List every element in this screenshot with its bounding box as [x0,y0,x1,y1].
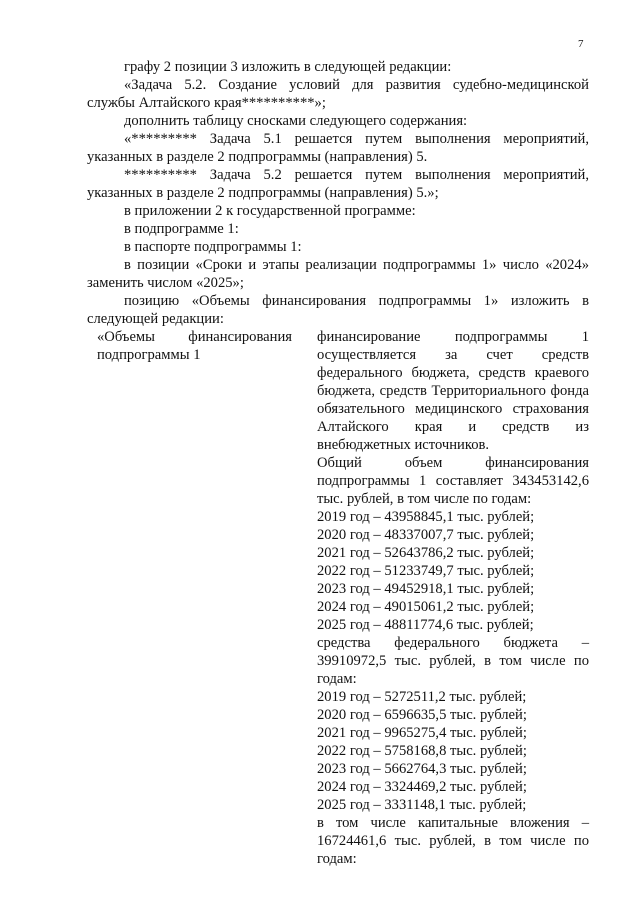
financing-intro: финансирование подпрограммы 1 осуществляется за счет средств федерального бюджета, средств краевого бюджета, средств Территориального фонда обязательного медицинского страхования Алтайского края и средств из внебюджетных источников. [317,329,589,453]
federal-year-line: 2022 год – 5758168,8 тыс. рублей; [317,743,527,759]
position-label: «Объемы финансирования подпрограммы 1 [97,329,292,363]
paragraph: дополнить таблицу сносками следующего содержания: [124,113,468,129]
total-year-line: 2025 год – 48811774,6 тыс. рублей; [317,617,534,633]
total-year-line: 2021 год – 52643786,2 тыс. рублей; [317,545,535,561]
federal-year-line: 2019 год – 5272511,2 тыс. рублей; [317,689,527,705]
federal-year-line: 2024 год – 3324469,2 тыс. рублей; [317,779,527,795]
total-year-line: 2022 год – 51233749,7 тыс. рублей; [317,563,535,579]
federal-year-line: 2023 год – 5662764,3 тыс. рублей; [317,761,527,777]
paragraph: ********** Задача 5.2 решается путем выполнения мероприятий, указанных в разделе 2 подпрограммы (направления) 5.»; [87,167,589,201]
paragraph: позицию «Объемы финансирования подпрограммы 1» изложить в следующей редакции: [87,293,589,327]
paragraph: «Задача 5.2. Создание условий для развития судебно-медицинской службы Алтайского края**********»; [87,77,589,111]
total-year-line: 2019 год – 43958845,1 тыс. рублей; [317,509,535,525]
total-year-line: 2023 год – 49452918,1 тыс. рублей; [317,581,535,597]
financing-table [87,328,589,868]
total-financing-text: Общий объем финансирования подпрограммы 1 составляет 343453142,6 тыс. рублей, в том числе по годам: [317,455,589,507]
paragraph: графу 2 позиции 3 изложить в следующей редакции: [124,59,452,75]
federal-budget-text: средства федерального бюджета – 39910972,5 тыс. рублей, в том числе по годам: [317,635,589,687]
paragraph: в позиции «Сроки и этапы реализации подпрограммы 1» число «2024» заменить числом «2025»; [87,257,589,291]
federal-year-line: 2025 год – 3331148,1 тыс. рублей; [317,797,527,813]
paragraph: в паспорте подпрограммы 1: [124,239,302,255]
paragraph: в приложении 2 к государственной программе: [124,203,416,219]
federal-year-line: 2020 год – 6596635,5 тыс. рублей; [317,707,527,723]
table-right-column [317,328,589,868]
paragraph: «********* Задача 5.1 решается путем выполнения мероприятий, указанных в разделе 2 подпрограммы (направления) 5. [87,131,589,165]
document-body [87,58,589,868]
federal-year-line: 2021 год – 9965275,4 тыс. рублей; [317,725,527,741]
paragraph: в подпрограмме 1: [124,221,239,237]
total-year-line: 2024 год – 49015061,2 тыс. рублей; [317,599,535,615]
page-number: 7 [578,38,584,50]
capital-investments-text: в том числе капитальные вложения – 16724461,6 тыс. рублей, в том числе по годам: [317,815,589,867]
table-left-column [87,328,292,868]
total-year-line: 2020 год – 48337007,7 тыс. рублей; [317,527,535,543]
